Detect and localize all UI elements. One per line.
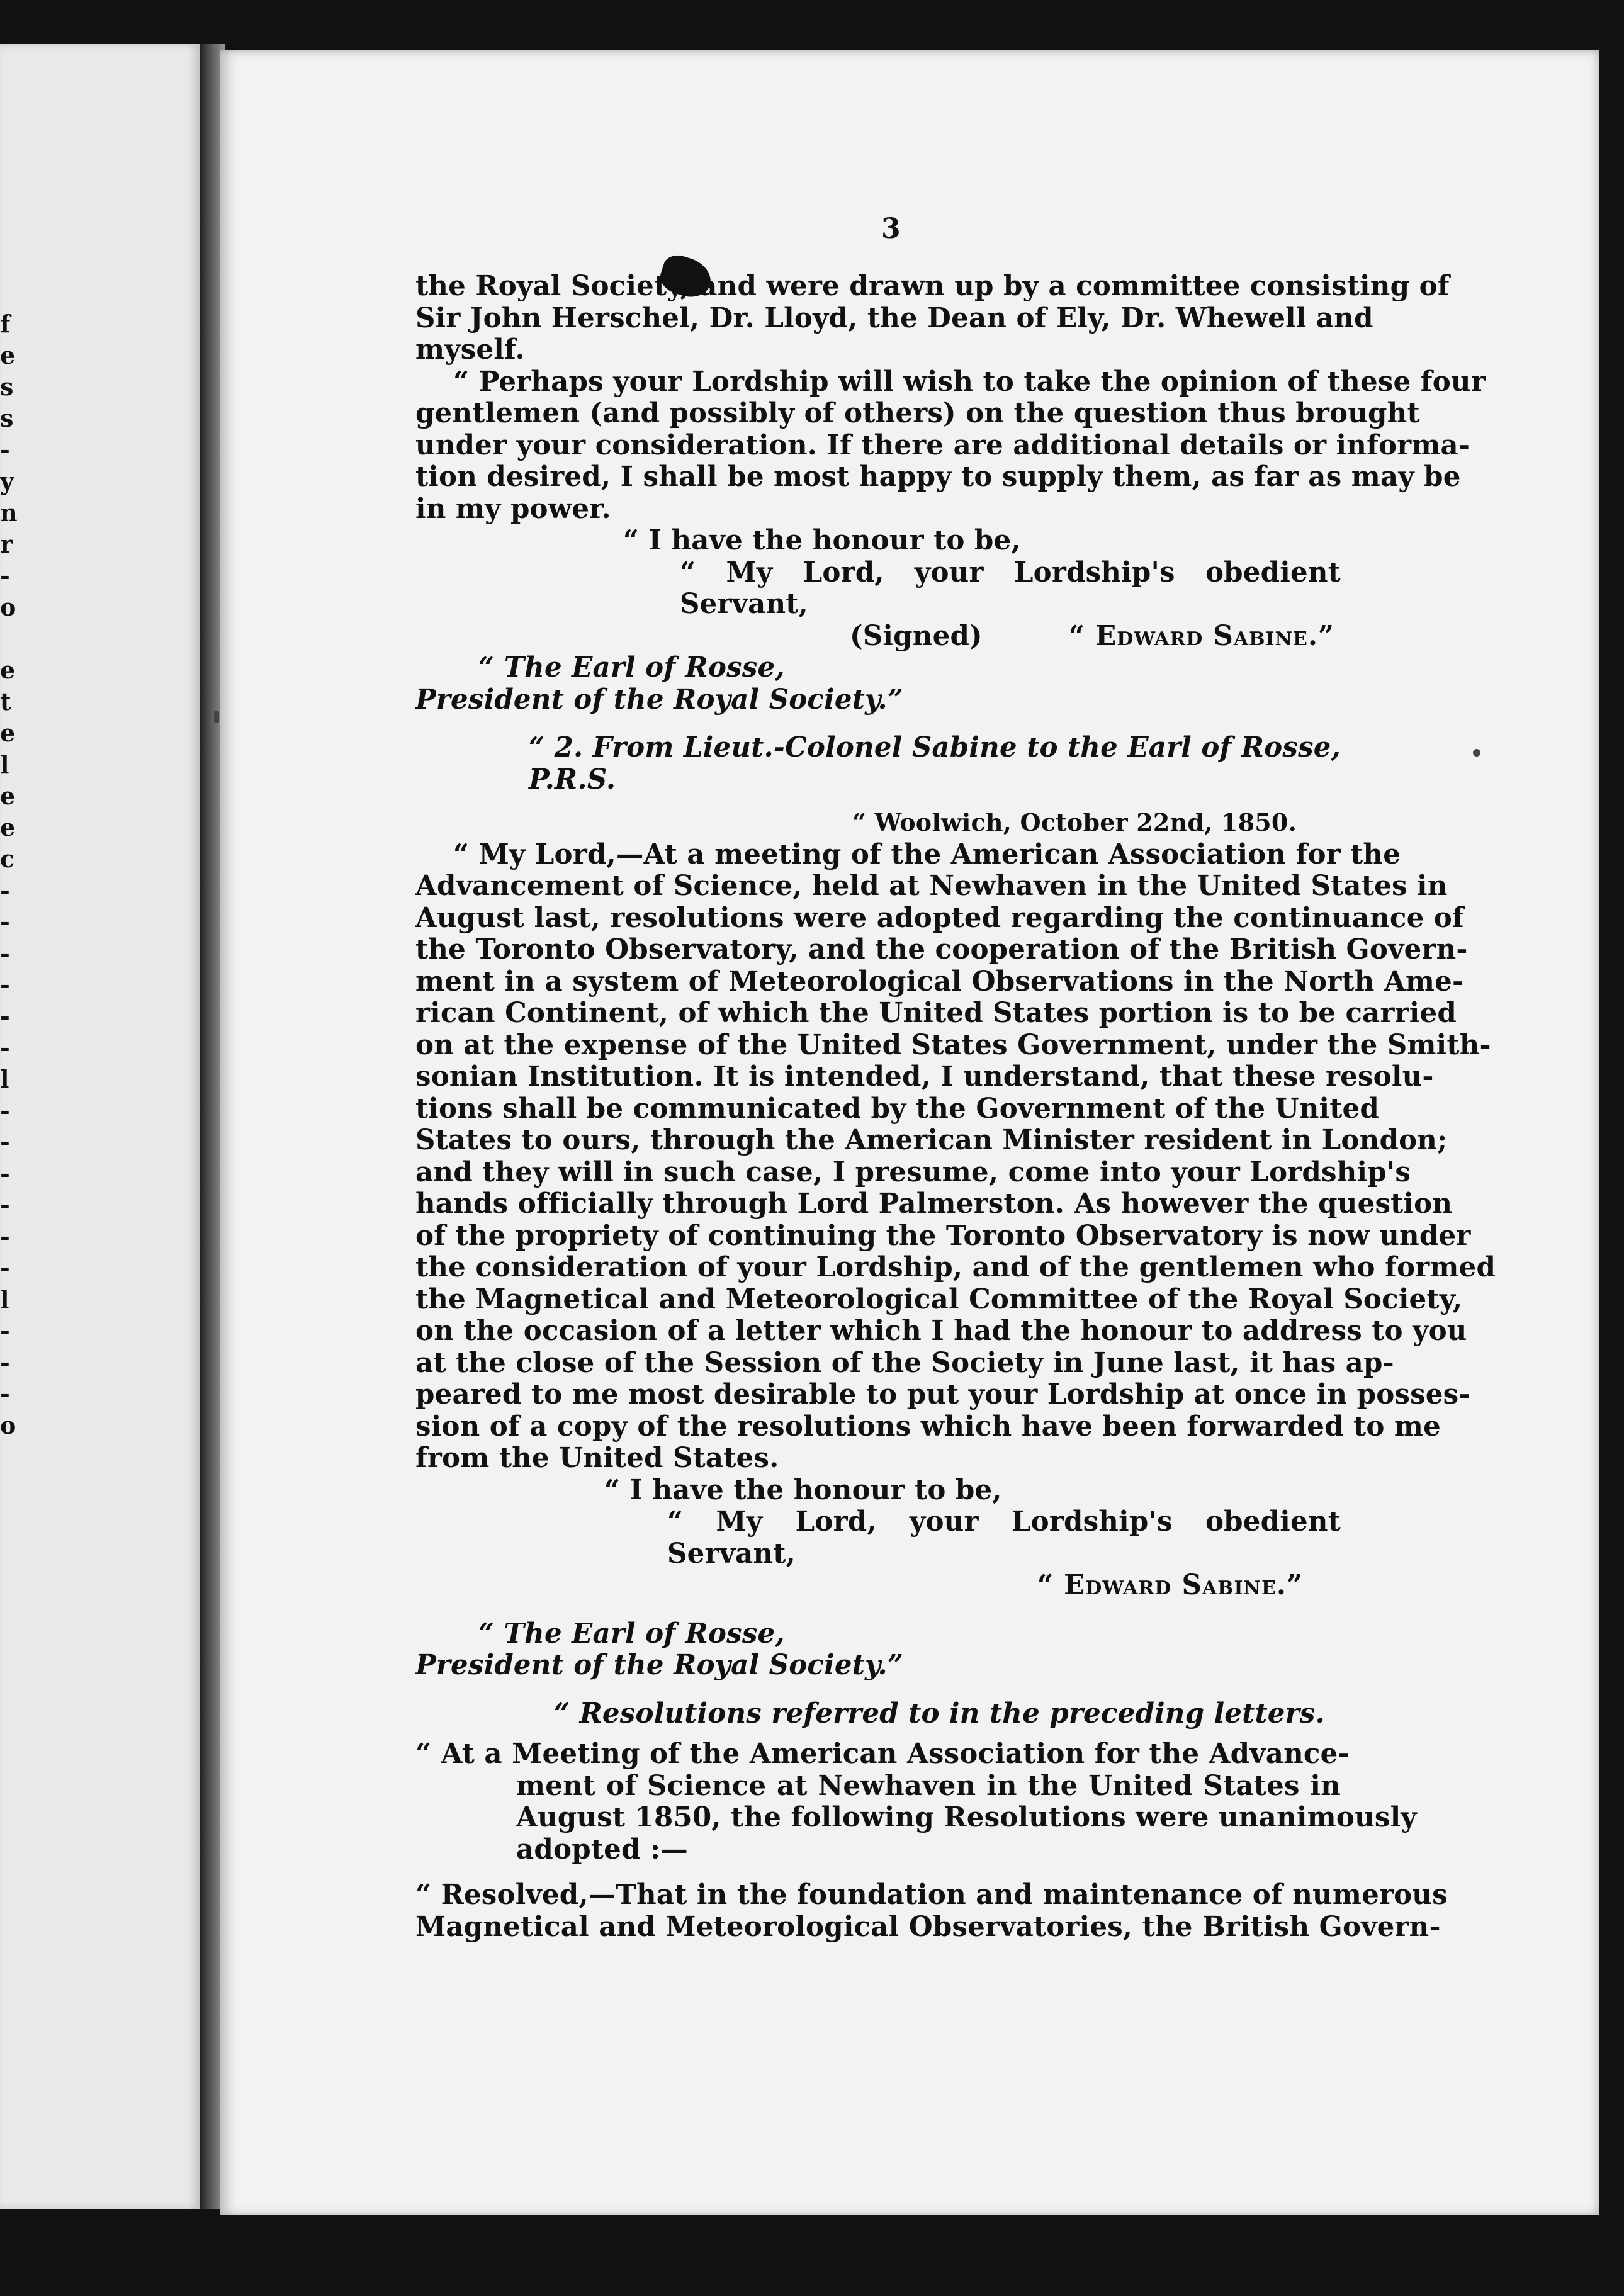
text-line: peared to me most desirable to put your Lordship at once in posses- [415,1378,1470,1410]
text-line: hands officially through Lord Palmerston. As however the question [415,1188,1453,1220]
text-line: at the close of the Session of the Society in June last, it has ap- [415,1346,1394,1379]
margin-char: - [0,1254,10,1282]
margin-char: l [0,750,9,779]
margin-char: e [0,719,16,747]
addressee-name: “ The Earl of Rosse, [478,651,785,684]
text-line: States to ours, through the American Minister resident in London; [415,1124,1448,1156]
text-line: and they will in such case, I presume, come into your Lordship's [415,1156,1411,1188]
margin-char: - [0,561,10,590]
resolutions-heading: “ Resolutions referred to in the preceding letters. [554,1697,1325,1730]
text-line: ment of Science at Newhaven in the United States in [516,1769,1341,1802]
addressee-title: President of the Royal Society.” [415,683,904,716]
signature-name: “ Edward Sabine.” [1068,619,1334,652]
margin-char: - [0,1222,10,1251]
speck [1473,749,1480,757]
signed-label: (Signed) [850,619,983,652]
margin-char: - [0,939,10,967]
margin-char: y [0,467,14,495]
margin-char: - [0,1002,10,1030]
dateline: “ Woolwich, October 22nd, 1850. [852,808,1297,836]
margin-char: o [0,593,16,621]
text-line: the consideration of your Lordship, and of the gentlemen who formed [415,1251,1496,1283]
letter-heading: “ 2. From Lieut.-Colonel Sabine to the Earl of Rosse, P.R.S. [529,731,1341,796]
body-text [415,270,1496,1943]
margin-char: e [0,656,16,684]
paragraph-1 [415,270,1450,366]
margin-char: - [0,1191,10,1219]
text-line: the Toronto Observatory, and the cooperation of the British Govern- [415,933,1468,965]
text-line: Magnetical and Meteorological Observatories, the British Govern- [415,1910,1441,1943]
text-line: “ Resolved,—That in the foundation and maintenance of numerous [415,1879,1448,1911]
text-line: the Magnetical and Meteorological Committee of the Royal Society, [415,1283,1463,1315]
page-number: 3 [881,213,901,245]
margin-char: e [0,813,16,841]
margin-char: s [0,404,14,432]
margin-char: - [0,436,10,464]
text-line: ment in a system of Meteorological Observations in the North Ame- [415,965,1464,998]
text-line: under your consideration. If there are additional details or informa- [415,429,1470,461]
closing-servant: “ My Lord, your Lordship's obedient Servant, [680,556,1341,620]
text-line: rican Continent, of which the United States portion is to be carried [415,997,1457,1029]
text-line: in my power. [415,492,611,525]
text-line: Advancement of Science, held at Newhaven in the United States in [415,870,1448,902]
resolved-paragraph [415,1879,1448,1943]
margin-char: - [0,1380,10,1408]
text-line: Sir John Herschel, Dr. Lloyd, the Dean of Ely, Dr. Whewell and [415,301,1373,334]
margin-char: - [0,1096,10,1125]
text-line: tions shall be communicated by the Government of the United [415,1092,1380,1125]
margin-char: r [0,530,13,558]
margin-char: l [0,1285,9,1314]
text-line: sonian Institution. It is intended, I understand, that these resolu- [415,1061,1434,1093]
signature-row [415,621,1341,653]
text-line: August last, resolutions were adopted regarding the continuance of [415,901,1464,934]
paragraph-2 [415,365,1486,526]
closing-servant-2: “ My Lord, your Lordship's obedient Servant, [667,1505,1341,1570]
margin-char: - [0,971,10,999]
margin-char: - [0,1159,10,1188]
margin-char: n [0,498,18,527]
margin-char: - [0,1348,10,1376]
closing-line-2: “ I have the honour to be, [604,1473,1002,1506]
margin-char: e [0,341,16,369]
facing-page-margin-text [0,308,19,1441]
text-line: August 1850, the following Resolutions were unanimously [516,1801,1417,1833]
margin-char: - [0,1033,10,1062]
meeting-first-line: “ At a Meeting of the American Association for the Advance- [415,1738,1350,1770]
paragraph-3 [415,838,1496,1475]
meeting-paragraph [415,1738,1417,1866]
margin-char: - [0,1317,10,1345]
margin-char [0,623,19,655]
margin-char: l [0,1065,9,1093]
meeting-indented-lines [415,1769,1417,1866]
text-line: “ Perhaps your Lordship will wish to take the opinion of these four [453,365,1486,398]
addressee-title-2: President of the Royal Society.” [415,1649,904,1681]
margin-char: - [0,876,10,904]
text-line: of the propriety of continuing the Toronto Observatory is now under [415,1219,1471,1252]
margin-char: o [0,1411,16,1439]
text-line: myself. [415,334,525,366]
addressee-name-2: “ The Earl of Rosse, [478,1617,785,1650]
text-line: adopted :— [516,1833,688,1866]
margin-char: t [0,687,11,716]
margin-char: e [0,782,16,810]
margin-char: c [0,845,15,873]
text-line: on at the expense of the United States Government, under the Smith- [415,1028,1491,1061]
margin-char: f [0,310,11,338]
text-line: “ My Lord,—At a meeting of the American Association for the [453,838,1401,870]
signature-name-2: “ Edward Sabine.” [1037,1569,1303,1601]
text-line: from the United States. [415,1442,779,1474]
speck [214,711,219,723]
text-line: tion desired, I shall be most happy to supply them, as far as may be [415,461,1461,493]
closing-line: “ I have the honour to be, [623,524,1021,556]
text-line: sion of a copy of the resolutions which have been forwarded to me [415,1410,1441,1443]
margin-char: - [0,1128,10,1156]
text-line: on the occasion of a letter which I had the honour to address to you [415,1315,1467,1347]
margin-char: - [0,908,10,936]
margin-char: s [0,373,14,401]
text-line: the Royal Society, and were drawn up by a committee consisting of [415,270,1450,302]
text-line: gentlemen (and possibly of others) on the question thus brought [415,397,1420,429]
facing-page [0,44,200,2209]
